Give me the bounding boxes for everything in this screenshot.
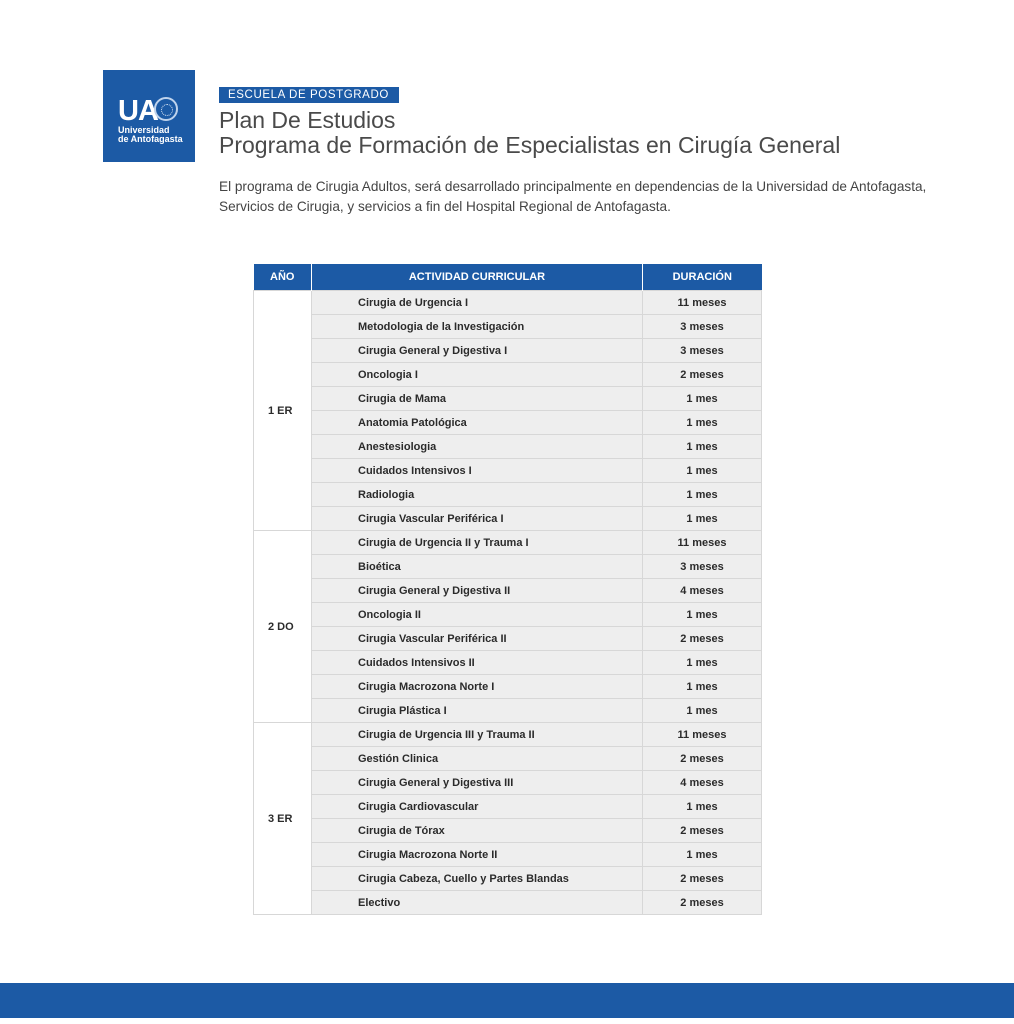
table-row: [254, 435, 762, 459]
duration-cell: 1 mes: [643, 411, 762, 435]
table-row: [254, 723, 762, 747]
activity-cell: Cirugia Macrozona Norte I: [312, 675, 643, 699]
year-cell: 1 ER: [254, 291, 312, 531]
table-row: [254, 747, 762, 771]
table-row: [254, 675, 762, 699]
activity-cell: Anestesiologia: [312, 435, 643, 459]
university-logo: [103, 70, 195, 162]
duration-cell: 3 meses: [643, 315, 762, 339]
activity-cell: Oncologia II: [312, 603, 643, 627]
logo-ua-text: UA: [118, 95, 158, 127]
duration-cell: 1 mes: [643, 483, 762, 507]
title-line-2: Programa de Formación de Especialistas en Cirugía General: [219, 132, 841, 158]
table-row: [254, 531, 762, 555]
duration-cell: 11 meses: [643, 291, 762, 315]
table-body: [254, 291, 762, 915]
duration-cell: 1 mes: [643, 459, 762, 483]
duration-cell: 1 mes: [643, 603, 762, 627]
activity-cell: Electivo: [312, 891, 643, 915]
activity-cell: Cirugia General y Digestiva III: [312, 771, 643, 795]
title-line-1: Plan De Estudios: [219, 107, 396, 133]
duration-cell: 1 mes: [643, 675, 762, 699]
activity-cell: Cirugia de Mama: [312, 387, 643, 411]
activity-cell: Cirugia de Urgencia I: [312, 291, 643, 315]
activity-cell: Cirugia de Tórax: [312, 819, 643, 843]
table-row: [254, 819, 762, 843]
duration-cell: 4 meses: [643, 771, 762, 795]
duration-cell: 2 meses: [643, 891, 762, 915]
activity-cell: Metodologia de la Investigación: [312, 315, 643, 339]
table-row: [254, 699, 762, 723]
seal-icon: [154, 97, 178, 121]
table-row: [254, 795, 762, 819]
year-cell: 2 DO: [254, 531, 312, 723]
duration-cell: 2 meses: [643, 747, 762, 771]
activity-cell: Cirugia Macrozona Norte II: [312, 843, 643, 867]
table-row: [254, 339, 762, 363]
school-badge: ESCUELA DE POSTGRADO: [219, 87, 399, 103]
activity-cell: Cuidados Intensivos II: [312, 651, 643, 675]
table-row: [254, 771, 762, 795]
activity-cell: Cuidados Intensivos I: [312, 459, 643, 483]
table-row: [254, 627, 762, 651]
footer-bar: [0, 983, 1014, 1018]
table-row: [254, 843, 762, 867]
duration-cell: 2 meses: [643, 363, 762, 387]
duration-cell: 1 mes: [643, 435, 762, 459]
duration-cell: 3 meses: [643, 555, 762, 579]
duration-cell: 1 mes: [643, 843, 762, 867]
activity-cell: Anatomia Patológica: [312, 411, 643, 435]
program-description: El programa de Cirugia Adultos, será desarrollado principalmente en dependencias de la Universidad de Antofagasta, Servicios de Cirugia, y servicios a fin del Hospital Regional de Antofagasta.: [219, 179, 927, 214]
table-row: [254, 315, 762, 339]
table-row: [254, 603, 762, 627]
activity-cell: Radiologia: [312, 483, 643, 507]
activity-cell: Cirugia Vascular Periférica II: [312, 627, 643, 651]
activity-cell: Gestión Clinica: [312, 747, 643, 771]
activity-cell: Cirugia Cardiovascular: [312, 795, 643, 819]
table-row: [254, 579, 762, 603]
activity-cell: Cirugia General y Digestiva II: [312, 579, 643, 603]
duration-cell: 1 mes: [643, 507, 762, 531]
page-title: [219, 108, 840, 158]
table-row: [254, 459, 762, 483]
table-row: [254, 363, 762, 387]
duration-cell: 2 meses: [643, 627, 762, 651]
column-header-duration: DURACIÓN: [643, 264, 762, 291]
curriculum-table: [253, 264, 762, 915]
duration-cell: 11 meses: [643, 723, 762, 747]
duration-cell: 1 mes: [643, 699, 762, 723]
column-header-year: AÑO: [254, 264, 312, 291]
table-row: [254, 555, 762, 579]
year-cell: 3 ER: [254, 723, 312, 915]
table-row: [254, 411, 762, 435]
duration-cell: 1 mes: [643, 795, 762, 819]
table-row: [254, 387, 762, 411]
duration-cell: 11 meses: [643, 531, 762, 555]
duration-cell: 2 meses: [643, 867, 762, 891]
activity-cell: Cirugia General y Digestiva I: [312, 339, 643, 363]
activity-cell: Cirugia Cabeza, Cuello y Partes Blandas: [312, 867, 643, 891]
table-row: [254, 291, 762, 315]
duration-cell: 4 meses: [643, 579, 762, 603]
table-row: [254, 507, 762, 531]
activity-cell: Cirugia de Urgencia II y Trauma I: [312, 531, 643, 555]
table-row: [254, 867, 762, 891]
activity-cell: Oncologia I: [312, 363, 643, 387]
duration-cell: 3 meses: [643, 339, 762, 363]
activity-cell: Cirugia Plástica I: [312, 699, 643, 723]
activity-cell: Cirugia de Urgencia III y Trauma II: [312, 723, 643, 747]
logo-line2: de Antofagasta: [118, 134, 183, 144]
logo-line1: Universidad: [118, 125, 170, 135]
duration-cell: 1 mes: [643, 651, 762, 675]
activity-cell: Bioética: [312, 555, 643, 579]
table-row: [254, 483, 762, 507]
table-header-row: [254, 264, 762, 291]
column-header-activity: ACTIVIDAD CURRICULAR: [312, 264, 643, 291]
table-row: [254, 651, 762, 675]
duration-cell: 2 meses: [643, 819, 762, 843]
table-row: [254, 891, 762, 915]
activity-cell: Cirugia Vascular Periférica I: [312, 507, 643, 531]
duration-cell: 1 mes: [643, 387, 762, 411]
